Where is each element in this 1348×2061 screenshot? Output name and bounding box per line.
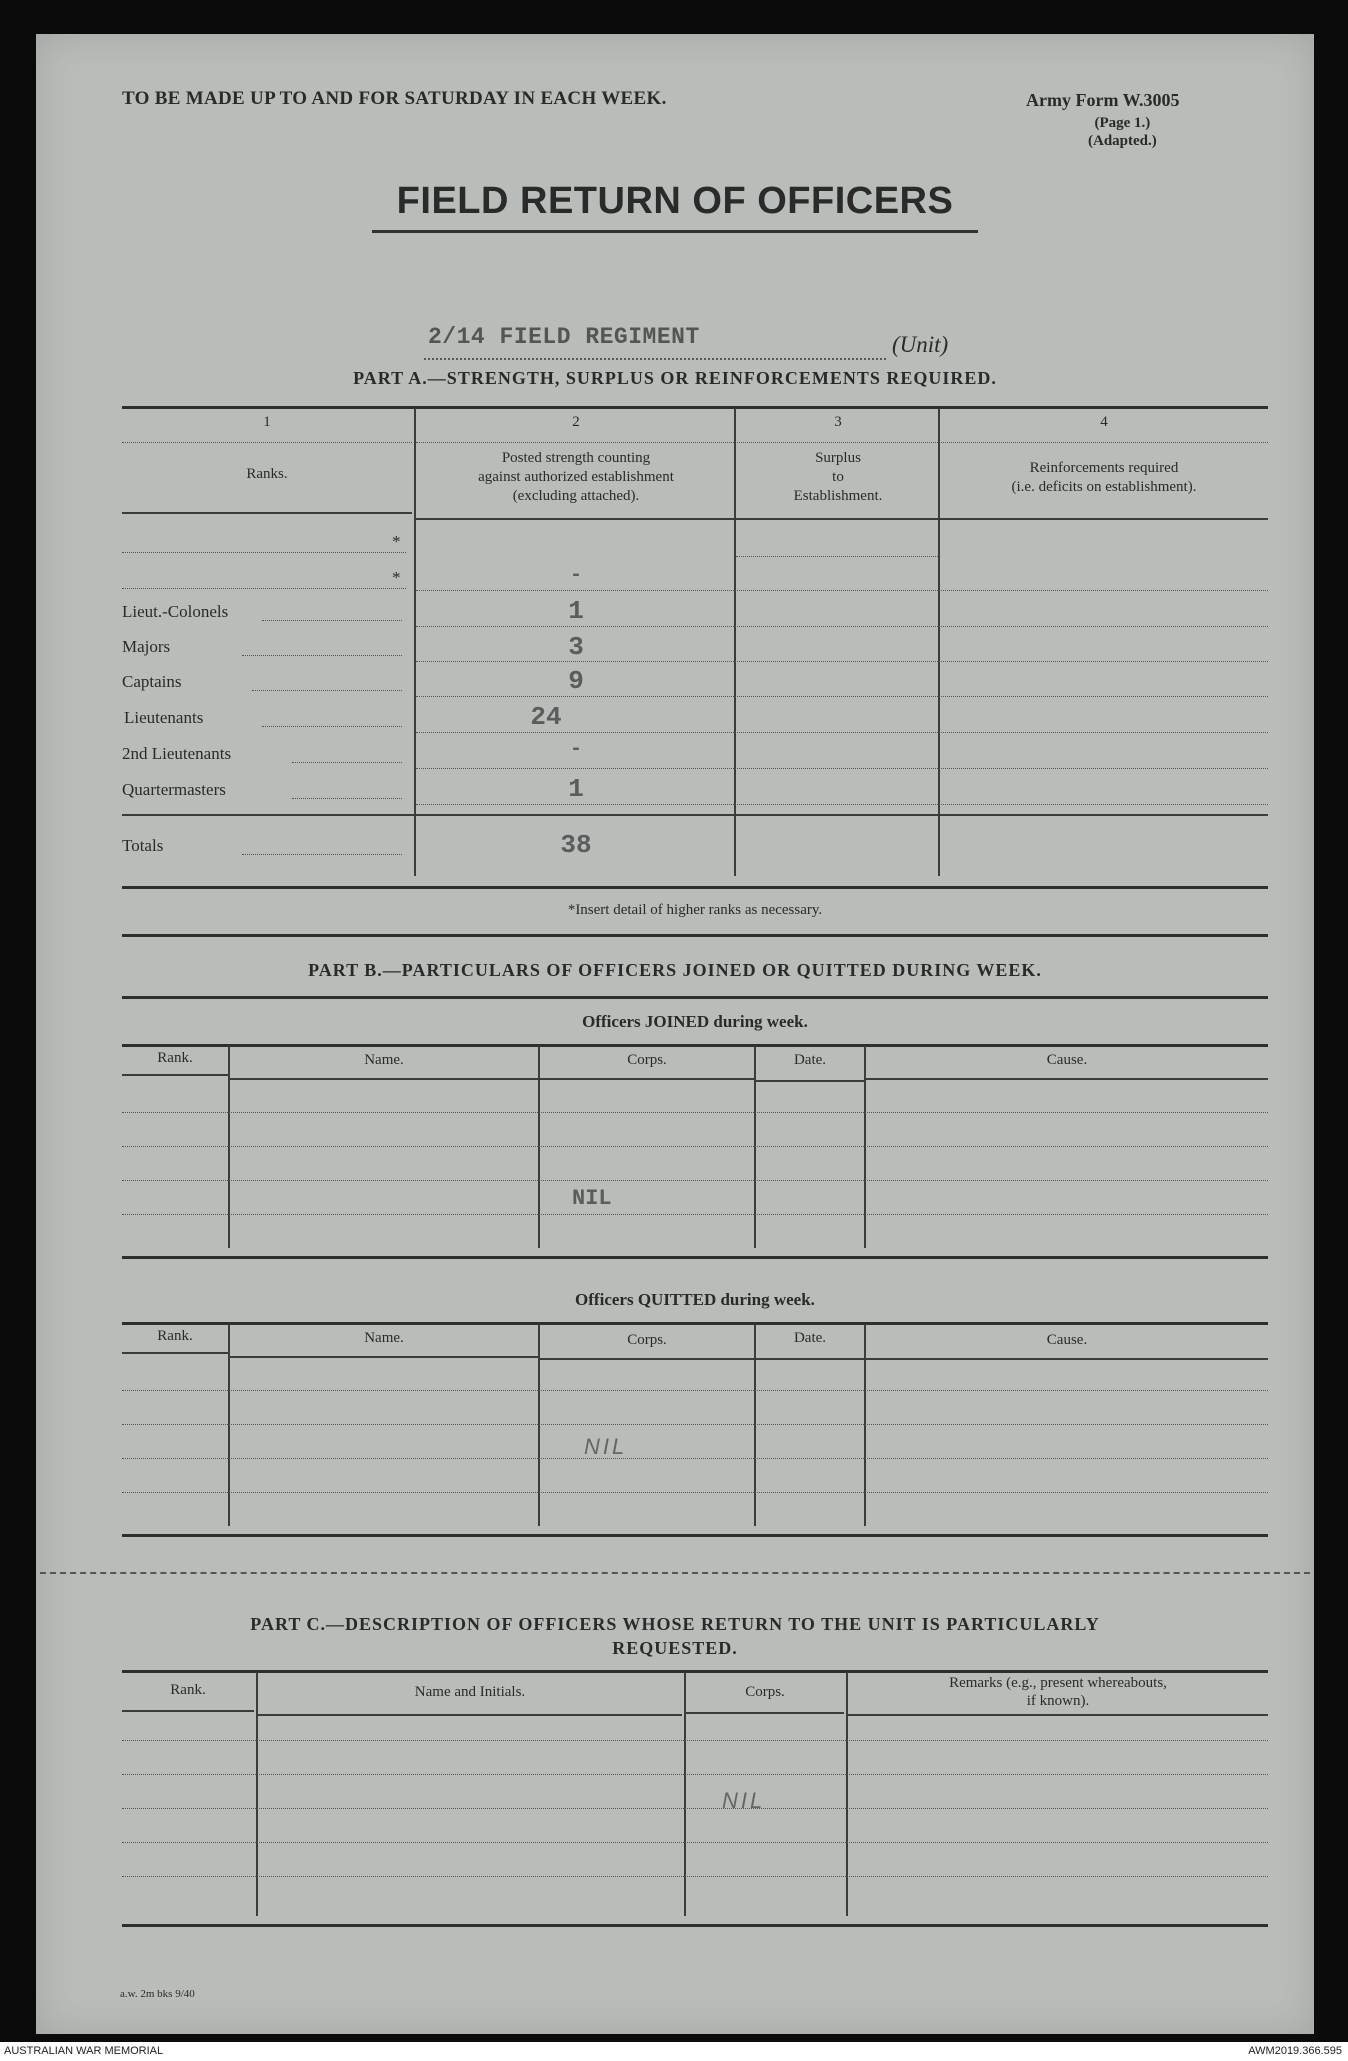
rule — [122, 1710, 254, 1712]
quitted-header-cause: Cause. — [1046, 1332, 1088, 1348]
rule — [416, 732, 1268, 733]
col-divider — [228, 1324, 230, 1526]
col-divider — [256, 1672, 258, 1916]
part-a-footnote: *Insert detail of higher ranks as necessary. — [567, 902, 823, 918]
header-line: (i.e. deficits on establishment). — [1011, 479, 1197, 495]
archive-footer — [0, 2042, 1348, 2061]
rule — [122, 1074, 228, 1076]
part-c-header-corps: Corps. — [745, 1684, 785, 1700]
rule — [416, 768, 1268, 769]
rule — [242, 655, 402, 656]
rule — [122, 996, 1268, 999]
joined-header-name: Name. — [364, 1052, 404, 1068]
header-line: Reinforcements required — [1029, 460, 1179, 476]
rule — [416, 590, 1268, 591]
rule — [262, 726, 402, 727]
rank-label: Lieut.-Colonels — [122, 602, 229, 621]
rule — [122, 1112, 1268, 1113]
header-line: if known). — [1026, 1693, 1090, 1709]
header-line: against authorized establishment — [478, 469, 674, 485]
rule — [416, 626, 1268, 627]
rule — [866, 1358, 1268, 1360]
joined-nil: NIL — [572, 1186, 612, 1211]
col-divider — [684, 1672, 686, 1916]
rank-label: 2nd Lieutenants — [122, 744, 232, 763]
rule — [292, 798, 402, 799]
totals-label: Totals — [122, 836, 164, 855]
posted-value: 1 — [568, 596, 584, 626]
rule — [540, 1078, 754, 1080]
totals-rule — [122, 814, 1268, 816]
part-c-header-rank: Rank. — [170, 1682, 206, 1698]
part-c-header-remarks — [848, 1674, 1268, 1710]
form-page — [36, 34, 1314, 2034]
joined-header-corps: Corps. — [627, 1052, 667, 1068]
col-divider — [846, 1672, 848, 1916]
rule — [122, 1390, 1268, 1391]
rule — [540, 1358, 754, 1360]
header-line: Surplus — [815, 450, 861, 466]
header-line: (excluding attached). — [512, 488, 640, 504]
joined-header-date: Date. — [793, 1052, 827, 1068]
rule — [230, 1356, 538, 1358]
rule — [736, 556, 938, 557]
part-c-title-line: REQUESTED. — [612, 1638, 738, 1658]
unit-value: 2/14 FIELD REGIMENT — [428, 324, 700, 350]
rule — [122, 1322, 1268, 1325]
rule — [292, 762, 402, 763]
archive-name: AUSTRALIAN WAR MEMORIAL — [4, 2045, 164, 2057]
rule — [122, 1740, 1268, 1741]
rule — [416, 442, 1268, 443]
col-divider — [864, 1324, 866, 1526]
quitted-header-corps: Corps. — [627, 1332, 667, 1348]
quitted-nil: NIL — [584, 1434, 628, 1459]
perforation-line — [40, 1572, 1310, 1574]
posted-value: 3 — [568, 632, 584, 662]
posted-value: - — [569, 738, 582, 761]
quitted-header-date: Date. — [793, 1330, 827, 1346]
rule — [230, 1078, 538, 1080]
part-a-end-rule — [122, 934, 1268, 937]
star-marker: * — [392, 532, 401, 551]
part-a-bottom-rule — [122, 886, 1268, 889]
col-header-posted — [416, 449, 736, 506]
header-line: Establishment. — [793, 488, 883, 504]
header-line: Remarks (e.g., present whereabouts, — [949, 1675, 1167, 1691]
rule — [686, 1712, 844, 1714]
part-c-nil: NIL — [722, 1788, 766, 1813]
col-divider — [938, 408, 940, 876]
rule — [122, 1214, 1268, 1215]
header-line: Posted strength counting — [501, 450, 651, 466]
rule — [848, 1714, 1268, 1716]
col-header-surplus — [736, 449, 940, 506]
header-line: to — [832, 469, 844, 485]
quitted-header-name: Name. — [364, 1330, 404, 1346]
rule — [756, 1358, 864, 1360]
form-page-info — [1088, 114, 1157, 150]
rule — [122, 1876, 1268, 1877]
adapted-label: (Adapted.) — [1088, 133, 1157, 149]
col-divider — [864, 1046, 866, 1248]
rule — [122, 1256, 1268, 1259]
page-title: FIELD RETURN OF OFFICERS — [396, 180, 954, 222]
unit-label: (Unit) — [892, 332, 949, 357]
rule — [122, 1842, 1268, 1843]
rule — [122, 1492, 1268, 1493]
rule — [122, 1146, 1268, 1147]
star-marker: * — [392, 568, 401, 587]
rule — [122, 1044, 1268, 1047]
quitted-header-rank: Rank. — [157, 1328, 193, 1344]
rule — [416, 518, 1268, 520]
part-c-title-line: PART C.—DESCRIPTION OF OFFICERS WHOSE RETURN TO THE UNIT IS PARTICULARLY — [250, 1614, 1100, 1634]
rule — [416, 804, 1268, 805]
rule — [122, 1458, 1268, 1459]
rule — [242, 854, 402, 855]
rank-label: Captains — [122, 672, 182, 691]
joined-header-cause: Cause. — [1046, 1052, 1088, 1068]
rule — [122, 1534, 1268, 1537]
quitted-title: Officers QUITTED during week. — [575, 1290, 815, 1309]
col-header-ranks: Ranks. — [246, 466, 288, 482]
col-divider — [754, 1046, 756, 1248]
col-divider — [754, 1324, 756, 1526]
rule — [122, 1424, 1268, 1425]
rule — [122, 552, 406, 553]
col-number-4: 4 — [1100, 414, 1108, 430]
part-a-title: PART A.—STRENGTH, SURPLUS OR REINFORCEMENTS REQUIRED. — [353, 368, 997, 388]
instruction-text: TO BE MADE UP TO AND FOR SATURDAY IN EACH WEEK. — [122, 88, 667, 109]
rule — [262, 620, 402, 621]
part-c-header-name: Name and Initials. — [414, 1684, 526, 1700]
posted-value: - — [569, 564, 582, 587]
part-a-top-rule — [122, 406, 1268, 409]
posted-value: 9 — [568, 666, 584, 696]
joined-title: Officers JOINED during week. — [582, 1012, 808, 1031]
rule — [122, 1808, 1268, 1809]
rule — [252, 690, 402, 691]
rule — [122, 1180, 1268, 1181]
totals-value: 38 — [560, 830, 592, 860]
posted-value: 24 — [530, 702, 562, 732]
col-divider — [228, 1046, 230, 1248]
rank-label: Majors — [122, 637, 171, 656]
rule — [258, 1714, 682, 1716]
rank-label: Lieutenants — [124, 708, 204, 727]
part-c-title — [36, 1612, 1314, 1660]
rule — [122, 442, 412, 443]
rule — [416, 661, 1268, 662]
page-label: (Page 1.) — [1094, 115, 1151, 131]
rule — [122, 1352, 228, 1354]
col-number-3: 3 — [834, 414, 842, 430]
rule — [122, 1774, 1268, 1775]
col-number-1: 1 — [263, 414, 271, 430]
part-b-title: PART B.—PARTICULARS OF OFFICERS JOINED OR QUITTED DURING WEEK. — [308, 960, 1042, 980]
posted-value: 1 — [568, 774, 584, 804]
rank-label: Quartermasters — [122, 780, 226, 799]
joined-header-rank: Rank. — [157, 1050, 193, 1066]
printer-code: a.w. 2m bks 9/40 — [120, 1988, 195, 2000]
rule — [866, 1078, 1268, 1080]
archive-reference: AWM2019.366.595 — [1248, 2045, 1342, 2057]
col-number-2: 2 — [572, 414, 580, 430]
col-divider — [538, 1046, 540, 1248]
title-underline — [372, 230, 978, 233]
col-header-reinforcements — [940, 459, 1268, 497]
form-number: Army Form W.3005 — [1026, 90, 1180, 110]
rule — [122, 588, 406, 589]
col-divider — [538, 1324, 540, 1526]
rule — [122, 512, 412, 514]
rule — [756, 1080, 864, 1082]
rule — [416, 696, 1268, 697]
rule — [122, 1924, 1268, 1927]
rule — [122, 1670, 1268, 1673]
